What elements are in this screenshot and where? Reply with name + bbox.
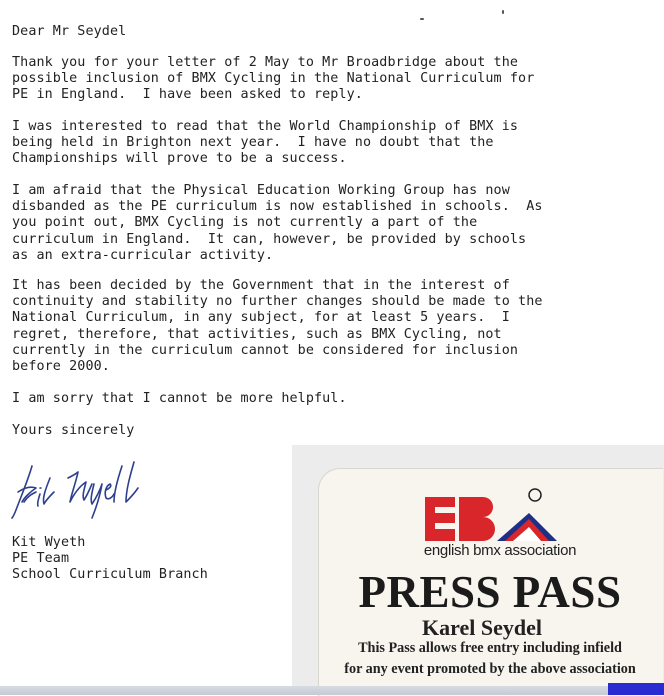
- paragraph-line: continuity and stability no further changes should be made to the: [12, 294, 543, 310]
- eba-logo: [425, 487, 579, 545]
- paragraph-line: I was interested to read that the World Championship of BMX is: [12, 119, 519, 134]
- paragraph-line: PE in England. I have been asked to reply.: [12, 87, 363, 103]
- corner-blue-mark: [608, 683, 664, 695]
- paragraph-line: currently in the curriculum cannot be considered for inclusion: [12, 342, 519, 358]
- paragraph-line: I am sorry that I cannot be more helpful.: [12, 391, 347, 406]
- handwritten-signature: [10, 458, 180, 528]
- signer-branch: School Curriculum Branch: [12, 567, 208, 583]
- signer-team: PE Team: [12, 551, 70, 567]
- paragraph-line: possible inclusion of BMX Cycling in the National Curriculum for: [12, 71, 535, 87]
- paragraph-line: before 2000.: [12, 359, 110, 375]
- salutation: Dear Mr Seydel: [12, 24, 127, 39]
- paper-speck: [420, 18, 424, 20]
- paragraph-line: National Curriculum, in any subject, for at least 5 years. I: [12, 310, 510, 326]
- press-pass-title: PRESS PASS: [358, 567, 622, 617]
- paragraph-3: [12, 183, 543, 264]
- bottom-edge-strip: [0, 686, 664, 695]
- paragraph-line: I am afraid that the Physical Education Working Group has now: [12, 183, 510, 198]
- signer-block: [12, 535, 208, 584]
- pass-terms: [318, 638, 662, 680]
- paragraph-4: [12, 278, 543, 375]
- signer-name: Kit Wyeth: [12, 535, 86, 550]
- paragraph-line: Championships will prove to be a success.: [12, 151, 347, 167]
- paragraph-line: disbanded as the PE curriculum is now established in schools. As: [12, 199, 543, 215]
- paragraph-line: curriculum in England. It can, however, be provided by schools: [12, 231, 527, 247]
- pass-terms-line-1: This Pass allows free entry including infield: [358, 640, 622, 656]
- closing: Yours sincerely: [12, 423, 135, 438]
- paragraph-line: regret, therefore, that activities, such as BMX Cycling, not: [12, 326, 502, 342]
- paragraph-line: being held in Brighton next year. I have no doubt that the: [12, 135, 494, 151]
- association-name: english bmx association: [423, 542, 577, 559]
- pass-holder-name: Karel Seydel: [422, 615, 542, 640]
- paragraph-line: Thank you for your letter of 2 May to Mr Broadbridge about the: [12, 55, 519, 70]
- pass-terms-line-2: for any event promoted by the above association: [344, 661, 636, 677]
- paragraph-line: you point out, BMX Cycling is not currently a part of the: [12, 215, 478, 231]
- paragraph-1: [12, 55, 534, 104]
- paragraph-5: [12, 391, 347, 407]
- paper-speck: [502, 10, 504, 14]
- paragraph-line: as an extra-curricular activity.: [12, 247, 274, 263]
- paragraph-2: [12, 119, 518, 168]
- paragraph-line: It has been decided by the Government that in the interest of: [12, 278, 510, 293]
